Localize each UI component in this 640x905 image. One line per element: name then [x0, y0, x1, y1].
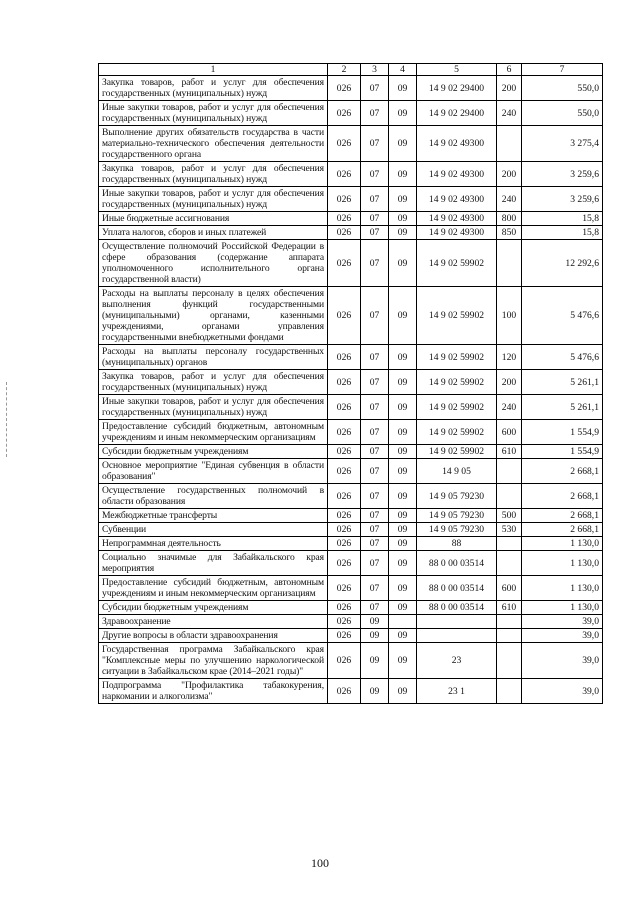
- cell-subsection: 09: [389, 395, 417, 420]
- cell-subsection: 09: [389, 643, 417, 679]
- cell-target-article: 14 9 02 49300: [417, 187, 497, 212]
- cell-admin-code: 026: [328, 126, 361, 162]
- cell-amount: 15,8: [522, 226, 603, 240]
- cell-amount: 2 668,1: [522, 509, 603, 523]
- cell-expense-type: 800: [497, 212, 522, 226]
- cell-target-article: 14 9 02 59902: [417, 420, 497, 445]
- cell-amount: 1 554,9: [522, 420, 603, 445]
- cell-amount: 1 130,0: [522, 537, 603, 551]
- cell-expense-type: 200: [497, 370, 522, 395]
- table-row: [99, 484, 603, 509]
- row-name: Осуществление государственных полномочий в области образования: [99, 484, 328, 509]
- table-row: [99, 459, 603, 484]
- cell-amount: 5 476,6: [522, 345, 603, 370]
- table-row: [99, 370, 603, 395]
- cell-subsection: 09: [389, 126, 417, 162]
- table-row: [99, 76, 603, 101]
- cell-amount: 2 668,1: [522, 523, 603, 537]
- table-row: [99, 345, 603, 370]
- cell-expense-type: [497, 679, 522, 704]
- cell-amount: 39,0: [522, 629, 603, 643]
- column-header: 6: [497, 64, 522, 76]
- cell-section: 09: [361, 629, 389, 643]
- cell-subsection: 09: [389, 370, 417, 395]
- cell-target-article: 14 9 02 49300: [417, 162, 497, 187]
- cell-section: 07: [361, 509, 389, 523]
- cell-target-article: 14 9 02 29400: [417, 76, 497, 101]
- table-row: [99, 551, 603, 576]
- cell-amount: 3 259,6: [522, 187, 603, 212]
- cell-expense-type: [497, 484, 522, 509]
- row-name: Межбюджетные трансферты: [99, 509, 328, 523]
- cell-subsection: 09: [389, 679, 417, 704]
- cell-admin-code: 026: [328, 509, 361, 523]
- cell-admin-code: 026: [328, 240, 361, 287]
- cell-expense-type: [497, 459, 522, 484]
- cell-admin-code: 026: [328, 212, 361, 226]
- cell-section: 07: [361, 101, 389, 126]
- cell-expense-type: 200: [497, 76, 522, 101]
- table-row: [99, 601, 603, 615]
- cell-admin-code: 026: [328, 395, 361, 420]
- column-header: 1: [99, 64, 328, 76]
- cell-subsection: 09: [389, 459, 417, 484]
- cell-admin-code: 026: [328, 459, 361, 484]
- cell-amount: 5 261,1: [522, 370, 603, 395]
- cell-expense-type: 240: [497, 395, 522, 420]
- cell-subsection: 09: [389, 162, 417, 187]
- table-row: [99, 395, 603, 420]
- cell-target-article: 14 9 05: [417, 459, 497, 484]
- table-row: [99, 576, 603, 601]
- cell-expense-type: 850: [497, 226, 522, 240]
- cell-amount: 39,0: [522, 643, 603, 679]
- row-name: Субвенции: [99, 523, 328, 537]
- row-name: Закупка товаров, работ и услуг для обеспечения государственных (муниципальных) нужд: [99, 162, 328, 187]
- cell-expense-type: 100: [497, 287, 522, 345]
- cell-amount: 3 259,6: [522, 162, 603, 187]
- cell-subsection: 09: [389, 484, 417, 509]
- cell-subsection: 09: [389, 226, 417, 240]
- row-name: Иные закупки товаров, работ и услуг для обеспечения государственных (муниципальных) нужд: [99, 187, 328, 212]
- cell-section: 07: [361, 395, 389, 420]
- cell-section: 07: [361, 459, 389, 484]
- cell-admin-code: 026: [328, 601, 361, 615]
- row-name: Субсидии бюджетным учреждениям: [99, 445, 328, 459]
- cell-expense-type: 240: [497, 187, 522, 212]
- table-row: [99, 162, 603, 187]
- table-row: [99, 226, 603, 240]
- cell-subsection: 09: [389, 601, 417, 615]
- table-row: [99, 643, 603, 679]
- cell-section: 07: [361, 484, 389, 509]
- cell-expense-type: 610: [497, 601, 522, 615]
- cell-subsection: 09: [389, 76, 417, 101]
- row-name: Другие вопросы в области здравоохранения: [99, 629, 328, 643]
- cell-expense-type: 600: [497, 420, 522, 445]
- cell-subsection: 09: [389, 101, 417, 126]
- cell-expense-type: [497, 615, 522, 629]
- cell-target-article: 14 9 02 59902: [417, 395, 497, 420]
- cell-target-article: 14 9 05 79230: [417, 509, 497, 523]
- cell-expense-type: [497, 126, 522, 162]
- cell-target-article: 14 9 02 49300: [417, 126, 497, 162]
- cell-target-article: 14 9 02 29400: [417, 101, 497, 126]
- cell-subsection: 09: [389, 629, 417, 643]
- column-header: 7: [522, 64, 603, 76]
- cell-expense-type: 500: [497, 509, 522, 523]
- table-row: [99, 240, 603, 287]
- column-header: 4: [389, 64, 417, 76]
- table-row: [99, 126, 603, 162]
- scan-margin-marks: [6, 382, 9, 457]
- cell-subsection: 09: [389, 420, 417, 445]
- table-row: [99, 509, 603, 523]
- cell-target-article: 14 9 02 59902: [417, 345, 497, 370]
- cell-subsection: 09: [389, 187, 417, 212]
- cell-target-article: 88 0 00 03514: [417, 601, 497, 615]
- row-name: Непрограммная деятельность: [99, 537, 328, 551]
- cell-subsection: 09: [389, 576, 417, 601]
- cell-section: 07: [361, 162, 389, 187]
- cell-target-article: [417, 629, 497, 643]
- column-header: 5: [417, 64, 497, 76]
- cell-admin-code: 026: [328, 226, 361, 240]
- cell-admin-code: 026: [328, 551, 361, 576]
- cell-admin-code: 026: [328, 101, 361, 126]
- cell-target-article: 14 9 02 59902: [417, 445, 497, 459]
- column-header: 2: [328, 64, 361, 76]
- cell-amount: 5 261,1: [522, 395, 603, 420]
- cell-expense-type: 240: [497, 101, 522, 126]
- cell-expense-type: [497, 240, 522, 287]
- cell-amount: 1 130,0: [522, 576, 603, 601]
- cell-target-article: 14 9 02 59902: [417, 370, 497, 395]
- cell-admin-code: 026: [328, 576, 361, 601]
- cell-amount: 1 130,0: [522, 601, 603, 615]
- cell-target-article: 14 9 05 79230: [417, 523, 497, 537]
- cell-admin-code: 026: [328, 523, 361, 537]
- cell-section: 09: [361, 643, 389, 679]
- cell-section: 07: [361, 551, 389, 576]
- cell-expense-type: [497, 551, 522, 576]
- row-name: Государственная программа Забайкальского края "Комплексные меры по улучшению наркологической ситуации в Забайкальском крае (2014–2021 годы)": [99, 643, 328, 679]
- cell-expense-type: 600: [497, 576, 522, 601]
- cell-subsection: 09: [389, 551, 417, 576]
- table-row: [99, 420, 603, 445]
- cell-section: 07: [361, 287, 389, 345]
- row-name: Предоставление субсидий бюджетным, автономным учреждениям и иным некоммерческим организациям: [99, 576, 328, 601]
- row-name: Основное мероприятие "Единая субвенция в области образования": [99, 459, 328, 484]
- cell-subsection: 09: [389, 287, 417, 345]
- cell-target-article: 14 9 02 49300: [417, 226, 497, 240]
- cell-section: 07: [361, 126, 389, 162]
- cell-subsection: 09: [389, 345, 417, 370]
- row-name: Расходы на выплаты персоналу государственных (муниципальных) органов: [99, 345, 328, 370]
- row-name: Социально значимые для Забайкальского края мероприятия: [99, 551, 328, 576]
- cell-admin-code: 026: [328, 370, 361, 395]
- row-name: Субсидии бюджетным учреждениям: [99, 601, 328, 615]
- cell-section: 07: [361, 345, 389, 370]
- page-number: 100: [311, 856, 329, 870]
- row-name: Закупка товаров, работ и услуг для обеспечения государственных (муниципальных) нужд: [99, 76, 328, 101]
- cell-target-article: 14 9 05 79230: [417, 484, 497, 509]
- cell-section: 07: [361, 187, 389, 212]
- table-row: [99, 615, 603, 629]
- table-row: [99, 287, 603, 345]
- cell-expense-type: [497, 537, 522, 551]
- cell-target-article: 88: [417, 537, 497, 551]
- cell-section: 07: [361, 523, 389, 537]
- cell-target-article: 23 1: [417, 679, 497, 704]
- cell-target-article: 14 9 02 59902: [417, 287, 497, 345]
- cell-admin-code: 026: [328, 643, 361, 679]
- row-name: Выполнение других обязательств государства в части материально-технического обеспечения деятельности государственного органа: [99, 126, 328, 162]
- cell-section: 07: [361, 576, 389, 601]
- cell-subsection: 09: [389, 523, 417, 537]
- cell-target-article: 88 0 00 03514: [417, 576, 497, 601]
- table-row: [99, 212, 603, 226]
- cell-admin-code: 026: [328, 615, 361, 629]
- cell-expense-type: 610: [497, 445, 522, 459]
- row-name: Уплата налогов, сборов и иных платежей: [99, 226, 328, 240]
- table-row: [99, 187, 603, 212]
- cell-admin-code: 026: [328, 162, 361, 187]
- cell-admin-code: 026: [328, 76, 361, 101]
- table-row: [99, 629, 603, 643]
- cell-section: 07: [361, 370, 389, 395]
- row-name: Закупка товаров, работ и услуг для обеспечения государственных (муниципальных) нужд: [99, 370, 328, 395]
- table-row: [99, 679, 603, 704]
- table-body: [99, 76, 603, 704]
- row-name: Предоставление субсидий бюджетным, автономным учреждениям и иным некоммерческим организациям: [99, 420, 328, 445]
- cell-admin-code: 026: [328, 537, 361, 551]
- cell-admin-code: 026: [328, 679, 361, 704]
- cell-expense-type: [497, 629, 522, 643]
- cell-admin-code: 026: [328, 445, 361, 459]
- cell-target-article: 14 9 02 59902: [417, 240, 497, 287]
- cell-target-article: 14 9 02 49300: [417, 212, 497, 226]
- row-name: Расходы на выплаты персоналу в целях обеспечения выполнения функций государственными (муниципальными) органами, казенными учреждениями, органами управления государственными внебюджетными фондами: [99, 287, 328, 345]
- cell-amount: 550,0: [522, 101, 603, 126]
- table-header-row: [99, 64, 603, 76]
- cell-amount: 1 130,0: [522, 551, 603, 576]
- cell-subsection: 09: [389, 240, 417, 287]
- cell-subsection: [389, 615, 417, 629]
- cell-subsection: 09: [389, 537, 417, 551]
- cell-amount: 1 554,9: [522, 445, 603, 459]
- cell-expense-type: [497, 643, 522, 679]
- cell-admin-code: 026: [328, 287, 361, 345]
- column-header: 3: [361, 64, 389, 76]
- cell-subsection: 09: [389, 212, 417, 226]
- row-name: Подпрограмма "Профилактика табакокурения, наркомании и алкоголизма": [99, 679, 328, 704]
- cell-section: 07: [361, 537, 389, 551]
- cell-admin-code: 026: [328, 187, 361, 212]
- cell-amount: 5 476,6: [522, 287, 603, 345]
- cell-section: 07: [361, 601, 389, 615]
- table-row: [99, 101, 603, 126]
- table-row: [99, 523, 603, 537]
- cell-subsection: 09: [389, 445, 417, 459]
- cell-amount: 550,0: [522, 76, 603, 101]
- row-name: Иные закупки товаров, работ и услуг для обеспечения государственных (муниципальных) нужд: [99, 101, 328, 126]
- cell-section: 07: [361, 240, 389, 287]
- cell-admin-code: 026: [328, 345, 361, 370]
- table-row: [99, 445, 603, 459]
- cell-section: 07: [361, 226, 389, 240]
- cell-amount: 15,8: [522, 212, 603, 226]
- cell-amount: 2 668,1: [522, 459, 603, 484]
- row-name: Здравоохранение: [99, 615, 328, 629]
- cell-expense-type: 530: [497, 523, 522, 537]
- cell-expense-type: 120: [497, 345, 522, 370]
- cell-amount: 39,0: [522, 679, 603, 704]
- cell-admin-code: 026: [328, 484, 361, 509]
- cell-section: 07: [361, 420, 389, 445]
- cell-target-article: [417, 615, 497, 629]
- cell-expense-type: 200: [497, 162, 522, 187]
- budget-table: [98, 63, 603, 704]
- table-row: [99, 537, 603, 551]
- cell-section: 07: [361, 212, 389, 226]
- cell-section: 09: [361, 615, 389, 629]
- row-name: Иные бюджетные ассигнования: [99, 212, 328, 226]
- cell-amount: 39,0: [522, 615, 603, 629]
- cell-section: 07: [361, 445, 389, 459]
- cell-subsection: 09: [389, 509, 417, 523]
- cell-target-article: 88 0 00 03514: [417, 551, 497, 576]
- cell-admin-code: 026: [328, 420, 361, 445]
- cell-target-article: 23: [417, 643, 497, 679]
- cell-section: 07: [361, 76, 389, 101]
- cell-admin-code: 026: [328, 629, 361, 643]
- cell-amount: 2 668,1: [522, 484, 603, 509]
- cell-amount: 12 292,6: [522, 240, 603, 287]
- row-name: Иные закупки товаров, работ и услуг для обеспечения государственных (муниципальных) нужд: [99, 395, 328, 420]
- row-name: Осуществление полномочий Российской Федерации в сфере образования (содержание аппарата уполномоченного исполнительного органа государственной власти): [99, 240, 328, 287]
- cell-amount: 3 275,4: [522, 126, 603, 162]
- cell-section: 09: [361, 679, 389, 704]
